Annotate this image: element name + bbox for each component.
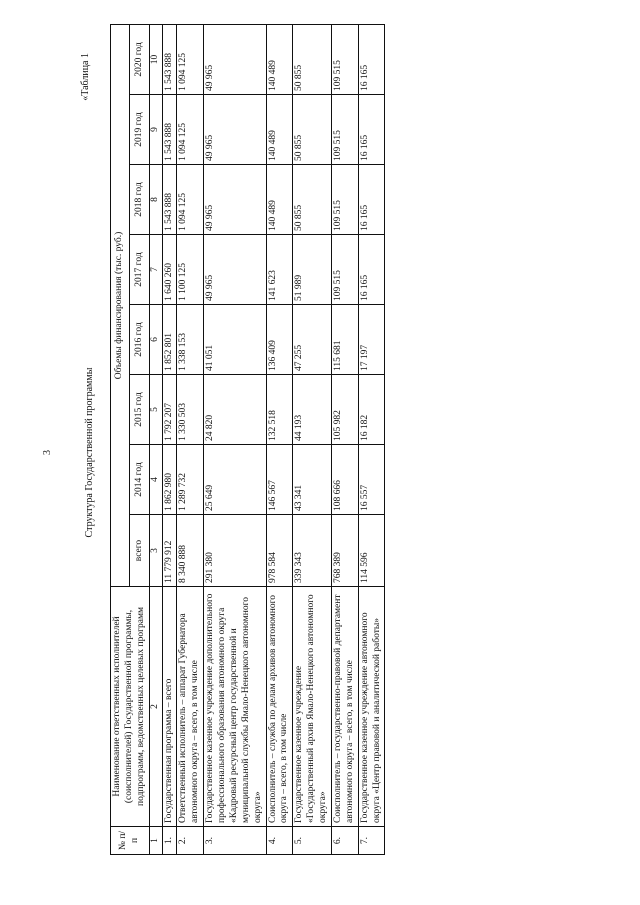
amount: 109 515 <box>332 60 343 91</box>
amount: 291 380 <box>205 552 216 583</box>
header-funding: Объемы финансирования (тыс. руб.) <box>111 24 130 586</box>
row-year-value <box>204 445 266 515</box>
column-number-row <box>149 24 162 854</box>
row-year-value <box>266 24 293 94</box>
amount: 146 567 <box>267 480 278 511</box>
row-year-value <box>358 24 385 94</box>
row-year-value <box>293 165 332 235</box>
table-reference: «Таблица 1 <box>80 53 91 101</box>
amount: 50 855 <box>294 204 305 231</box>
amount: 17 197 <box>359 344 370 371</box>
header-year-2015: 2015 год <box>130 375 149 445</box>
amount: 25 649 <box>205 484 216 511</box>
row-total-value <box>358 515 385 587</box>
column-number: 7 <box>149 235 162 305</box>
amount: 1 094 125 <box>178 53 189 91</box>
page-number: 3 <box>42 450 53 455</box>
column-number: 6 <box>149 305 162 375</box>
amount: 1 100 125 <box>178 263 189 301</box>
amount: 41 051 <box>205 344 216 371</box>
amount: 16 165 <box>359 64 370 91</box>
row-year-value <box>204 375 266 445</box>
amount: 1 640 260 <box>163 263 174 301</box>
header-name: Наименование ответственных исполнителей (соисполнителей) Государственной программы, подпрограмм, ведомственных целевых программ <box>111 587 150 827</box>
header-year-2014: 2014 год <box>130 445 149 515</box>
table-body <box>162 24 385 854</box>
row-number: 5. <box>293 827 332 855</box>
row-year-value <box>293 24 332 94</box>
amount: 1 330 503 <box>178 403 189 441</box>
row-year-value <box>162 375 177 445</box>
row-name: Государственное казенное учреждение «Государственный архив Ямало-Ненецкого автономного округа» <box>293 587 332 827</box>
row-year-value <box>293 445 332 515</box>
page-title: Структура Государственной программы <box>84 367 95 538</box>
amount: 44 193 <box>294 414 305 441</box>
row-year-value <box>358 375 385 445</box>
column-number: 2 <box>149 587 162 827</box>
row-name: Государственное казенное учреждение автономного округа «Центр правовой и аналитической работы» <box>358 587 385 827</box>
amount: 16 165 <box>359 274 370 301</box>
row-year-value <box>162 165 177 235</box>
row-year-value <box>331 235 358 305</box>
row-year-value <box>358 235 385 305</box>
table-row <box>204 24 266 854</box>
row-year-value <box>204 305 266 375</box>
row-number: 7. <box>358 827 385 855</box>
amount: 49 965 <box>205 204 216 231</box>
amount: 109 515 <box>332 130 343 161</box>
amount: 49 965 <box>205 274 216 301</box>
amount: 47 255 <box>294 344 305 371</box>
row-year-value <box>177 445 204 515</box>
row-year-value <box>358 165 385 235</box>
amount: 109 515 <box>332 200 343 231</box>
amount: 978 584 <box>267 552 278 583</box>
row-year-value <box>204 235 266 305</box>
amount: 141 623 <box>267 270 278 301</box>
amount: 109 515 <box>332 270 343 301</box>
row-total-value <box>331 515 358 587</box>
row-year-value <box>293 375 332 445</box>
row-year-value <box>266 375 293 445</box>
table-row <box>358 24 385 854</box>
row-year-value <box>331 375 358 445</box>
header-year-2016: 2016 год <box>130 305 149 375</box>
row-year-value <box>204 165 266 235</box>
amount: 1 862 980 <box>163 473 174 511</box>
row-year-value <box>162 305 177 375</box>
amount: 11 779 912 <box>163 540 174 583</box>
row-year-value <box>331 305 358 375</box>
table-row <box>162 24 177 854</box>
amount: 105 982 <box>332 410 343 441</box>
row-name: Государственное казенное учреждение дополнительного профессионального образования автономного округа «Кадровый ресурсный центр государственной и муниципальной службы Ямало-Ненецкого автономного округа» <box>204 587 266 827</box>
amount: 140 489 <box>267 60 278 91</box>
column-number: 1 <box>149 827 162 855</box>
row-year-value <box>293 305 332 375</box>
row-year-value <box>266 305 293 375</box>
amount: 1 338 153 <box>178 333 189 371</box>
table-row <box>331 24 358 854</box>
row-name: Соисполнитель – служба по делам архивов автономного округа – всего, в том числе <box>266 587 293 827</box>
row-year-value <box>358 445 385 515</box>
amount: 1 543 888 <box>163 53 174 91</box>
amount: 768 389 <box>332 552 343 583</box>
amount: 16 182 <box>359 414 370 441</box>
amount: 1 094 125 <box>178 193 189 231</box>
row-year-value <box>266 165 293 235</box>
header-total: всего <box>130 515 149 587</box>
header-year-2018: 2018 год <box>130 165 149 235</box>
row-year-value <box>204 95 266 165</box>
column-number: 8 <box>149 165 162 235</box>
header-year-2020: 2020 год <box>130 24 149 94</box>
row-total-value <box>266 515 293 587</box>
row-name: Государственная программа – всего <box>162 587 177 827</box>
header-year-2019: 2019 год <box>130 95 149 165</box>
amount: 132 518 <box>267 410 278 441</box>
row-year-value <box>331 445 358 515</box>
row-number: 3. <box>204 827 266 855</box>
row-year-value <box>331 165 358 235</box>
header-number: № п/п <box>111 827 150 855</box>
row-year-value <box>293 95 332 165</box>
row-year-value <box>204 24 266 94</box>
row-name: Ответственный исполнитель – аппарат Губернатора автономного округа – всего, в том числе <box>177 587 204 827</box>
column-number: 9 <box>149 95 162 165</box>
amount: 16 557 <box>359 484 370 511</box>
amount: 16 165 <box>359 134 370 161</box>
row-year-value <box>162 235 177 305</box>
row-number: 4. <box>266 827 293 855</box>
table-row <box>266 24 293 854</box>
header-year-2017: 2017 год <box>130 235 149 305</box>
amount: 115 681 <box>332 340 343 371</box>
row-year-value <box>293 235 332 305</box>
table-row <box>293 24 332 854</box>
row-year-value <box>177 24 204 94</box>
row-total-value <box>162 515 177 587</box>
row-year-value <box>162 24 177 94</box>
amount: 136 409 <box>267 340 278 371</box>
row-number: 2. <box>177 827 204 855</box>
column-number: 5 <box>149 375 162 445</box>
table-row <box>177 24 204 854</box>
amount: 1 289 732 <box>178 473 189 511</box>
row-year-value <box>358 95 385 165</box>
column-number: 4 <box>149 445 162 515</box>
amount: 1 094 125 <box>178 123 189 161</box>
row-year-value <box>358 305 385 375</box>
amount: 140 489 <box>267 200 278 231</box>
column-number: 10 <box>149 24 162 94</box>
row-year-value <box>162 445 177 515</box>
row-total-value <box>293 515 332 587</box>
amount: 1 543 888 <box>163 193 174 231</box>
amount: 108 666 <box>332 480 343 511</box>
program-structure-table <box>110 24 385 855</box>
row-year-value <box>177 165 204 235</box>
amount: 1 852 801 <box>163 333 174 371</box>
amount: 24 820 <box>205 414 216 441</box>
amount: 339 343 <box>294 552 305 583</box>
row-year-value <box>177 95 204 165</box>
amount: 43 341 <box>294 484 305 511</box>
amount: 49 965 <box>205 134 216 161</box>
amount: 50 855 <box>294 64 305 91</box>
row-name: Соисполнитель – государственно-правовой департамент автономного округа – всего, в том числе <box>331 587 358 827</box>
row-year-value <box>162 95 177 165</box>
row-year-value <box>177 305 204 375</box>
row-year-value <box>266 95 293 165</box>
row-year-value <box>266 445 293 515</box>
row-year-value <box>331 24 358 94</box>
row-year-value <box>177 235 204 305</box>
column-number: 3 <box>149 515 162 587</box>
amount: 114 596 <box>359 552 370 583</box>
amount: 1 792 207 <box>163 403 174 441</box>
amount: 51 989 <box>294 274 305 301</box>
row-total-value <box>204 515 266 587</box>
amount: 50 855 <box>294 134 305 161</box>
row-year-value <box>177 375 204 445</box>
amount: 16 165 <box>359 204 370 231</box>
row-year-value <box>331 95 358 165</box>
row-total-value <box>177 515 204 587</box>
amount: 8 340 888 <box>178 545 189 583</box>
row-year-value <box>266 235 293 305</box>
amount: 1 543 888 <box>163 123 174 161</box>
amount: 140 489 <box>267 130 278 161</box>
row-number: 6. <box>331 827 358 855</box>
row-number: 1. <box>162 827 177 855</box>
amount: 49 965 <box>205 64 216 91</box>
